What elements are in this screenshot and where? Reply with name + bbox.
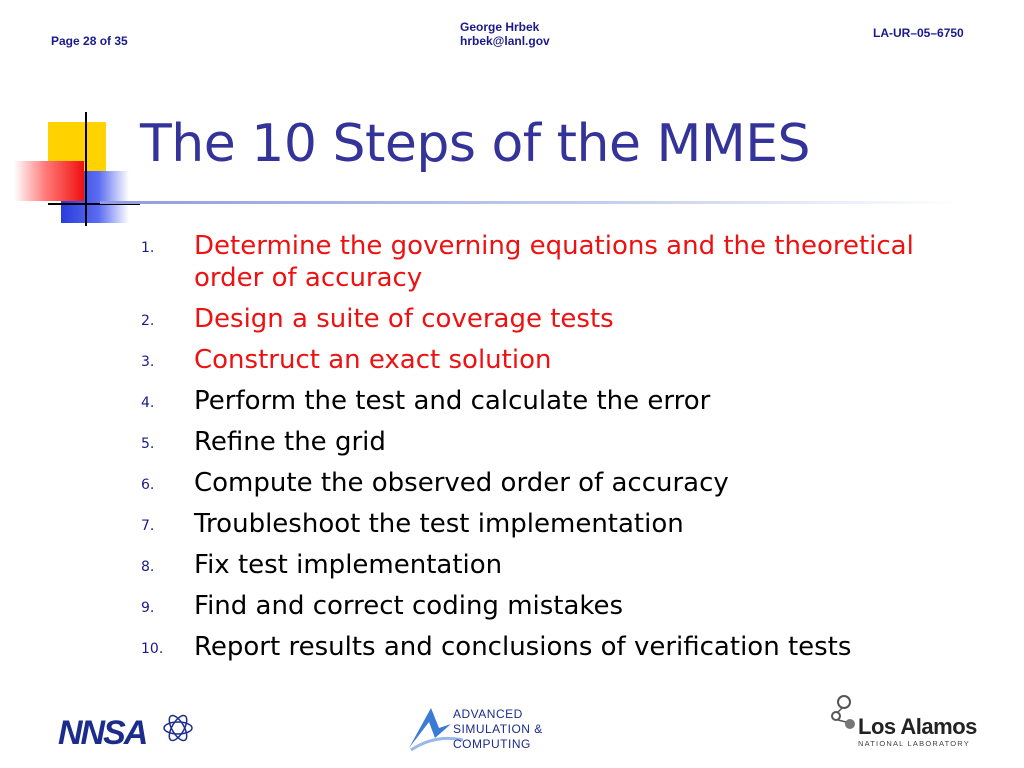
atom-icon	[164, 713, 192, 743]
step-text: Troubleshoot the test implementation	[194, 509, 684, 539]
step-number: 4.	[141, 395, 155, 411]
step-item	[130, 508, 970, 540]
author-block	[460, 20, 550, 48]
step-text: Perform the test and calculate the error	[194, 386, 711, 416]
lanl-logo-subtitle: NATIONAL LABORATORY	[858, 739, 970, 748]
step-number: 5.	[141, 436, 155, 452]
step-item	[130, 230, 970, 294]
step-number: 10.	[141, 641, 164, 657]
page-number: Page 28 of 35	[51, 34, 128, 48]
step-number: 9.	[141, 600, 155, 616]
step-number: 2.	[141, 313, 155, 329]
decorative-red-square	[14, 161, 84, 201]
step-text: Determine the governing equations and the theoretical order of accuracy	[194, 231, 914, 293]
step-item	[130, 303, 970, 335]
step-text: Construct an exact solution	[194, 345, 552, 375]
nnsa-logo	[56, 712, 196, 750]
step-text: Report results and conclusions of verification tests	[194, 632, 852, 662]
lanl-logo-name: Los Alamos	[858, 714, 977, 739]
asc-logo-line-1: ADVANCED	[453, 707, 523, 721]
asc-logo-line-3: COMPUTING	[453, 737, 531, 751]
steps-list	[130, 230, 970, 672]
step-text: Compute the observed order of accuracy	[194, 468, 729, 498]
step-item	[130, 467, 970, 499]
nnsa-logo-text: NNSA	[58, 714, 147, 750]
author-name: George Hrbek	[460, 20, 540, 34]
step-item	[130, 549, 970, 581]
step-text: Design a suite of coverage tests	[194, 304, 614, 334]
step-number: 3.	[141, 354, 155, 370]
step-text: Fix test implementation	[194, 550, 503, 580]
decorative-vertical-line	[85, 112, 87, 226]
step-item	[130, 631, 970, 663]
title-underline	[100, 201, 960, 204]
step-item	[130, 426, 970, 458]
slide-title: The 10 Steps of the MMES	[140, 114, 811, 174]
step-number: 1.	[141, 240, 155, 256]
author-email: hrbek@lanl.gov	[460, 34, 550, 48]
step-number: 8.	[141, 559, 155, 575]
step-item	[130, 590, 970, 622]
step-text: Find and correct coding mistakes	[194, 591, 624, 621]
step-item	[130, 344, 970, 376]
step-text: Refine the grid	[194, 427, 386, 457]
lanl-logo	[828, 690, 978, 750]
lanl-emblem-icon	[832, 696, 855, 729]
step-number: 6.	[141, 477, 155, 493]
asc-logo-line-2: SIMULATION &	[453, 722, 543, 736]
step-item	[130, 385, 970, 417]
asc-logo	[405, 704, 585, 754]
report-id: LA-UR–05–6750	[873, 26, 964, 40]
step-number: 7.	[141, 518, 155, 534]
